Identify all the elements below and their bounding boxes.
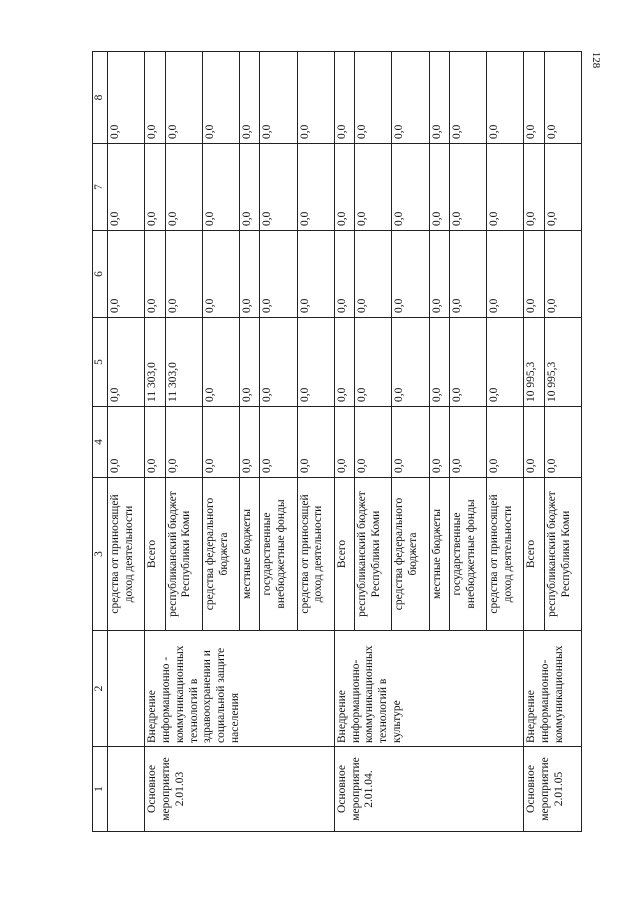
amount-cell: 0,0 <box>297 318 334 407</box>
page-number: 128 <box>590 51 602 69</box>
activity-code-cell: Основное мероприятие 2.01.04. <box>334 747 524 832</box>
amount-cell: 0,0 <box>260 407 297 478</box>
amount-cell: 0,0 <box>334 318 354 407</box>
amount-cell: 0,0 <box>239 318 259 407</box>
amount-cell: 0,0 <box>145 52 165 144</box>
funding-source-cell: Всего <box>334 478 354 631</box>
amount-cell: 0,0 <box>108 318 145 407</box>
funding-source-cell: республиканский бюджет Республики Коми <box>544 478 581 631</box>
amount-cell: 0,0 <box>429 144 449 231</box>
amount-cell: 0,0 <box>487 52 524 144</box>
amount-cell: 0,0 <box>260 52 297 144</box>
amount-cell: 0,0 <box>544 231 581 318</box>
funding-source-cell: средства от приносящей доход деятельности <box>487 478 524 631</box>
amount-cell: 0,0 <box>449 52 486 144</box>
amount-cell: 0,0 <box>239 231 259 318</box>
amount-cell: 0,0 <box>165 407 202 478</box>
amount-cell: 0,0 <box>108 52 145 144</box>
amount-cell: 0,0 <box>108 144 145 231</box>
funding-table <box>92 51 582 832</box>
amount-cell: 0,0 <box>334 144 354 231</box>
amount-cell: 0,0 <box>524 144 544 231</box>
amount-cell: 0,0 <box>355 144 392 231</box>
amount-cell: 0,0 <box>260 231 297 318</box>
funding-source-cell: местные бюджеты <box>239 478 259 631</box>
amount-cell: 0,0 <box>239 144 259 231</box>
table-body <box>108 52 582 832</box>
column-header: 2 <box>93 631 108 747</box>
amount-cell: 0,0 <box>165 231 202 318</box>
table-row <box>145 52 165 832</box>
funding-source-cell: Всего <box>145 478 165 631</box>
amount-cell: 0,0 <box>392 231 429 318</box>
activity-code-cell: Основное мероприятие 2.01.03 <box>145 747 335 832</box>
amount-cell: 0,0 <box>449 231 486 318</box>
amount-cell: 0,0 <box>165 144 202 231</box>
column-header: 4 <box>93 407 108 478</box>
funding-source-cell: средства федерального бюджета <box>392 478 429 631</box>
activity-name-cell: Внедрение информационно-коммуникационных технологий в культуре <box>334 631 524 747</box>
column-header: 1 <box>93 747 108 832</box>
amount-cell: 0,0 <box>429 231 449 318</box>
amount-cell: 0,0 <box>392 318 429 407</box>
funding-source-cell: республиканский бюджет Республики Коми <box>165 478 202 631</box>
funding-source-cell: средства от приносящей доход деятельности <box>297 478 334 631</box>
amount-cell: 0,0 <box>544 144 581 231</box>
amount-cell: 0,0 <box>524 231 544 318</box>
amount-cell: 0,0 <box>449 407 486 478</box>
funding-source-cell: Всего <box>524 478 544 631</box>
funding-source-cell: средства от приносящей доход деятельности <box>108 478 145 631</box>
amount-cell: 0,0 <box>297 144 334 231</box>
amount-cell: 0,0 <box>297 407 334 478</box>
table-row <box>524 52 544 832</box>
amount-cell: 0,0 <box>524 407 544 478</box>
amount-cell: 0,0 <box>108 231 145 318</box>
amount-cell: 0,0 <box>297 231 334 318</box>
funding-source-cell: государственные внебюджетные фонды <box>449 478 486 631</box>
amount-cell: 0,0 <box>334 52 354 144</box>
activity-code-cell <box>108 747 145 832</box>
amount-cell: 0,0 <box>355 52 392 144</box>
amount-cell: 0,0 <box>202 52 239 144</box>
column-header: 5 <box>93 318 108 407</box>
amount-cell: 0,0 <box>429 318 449 407</box>
table-row <box>334 52 354 832</box>
amount-cell: 0,0 <box>544 52 581 144</box>
amount-cell: 0,0 <box>202 144 239 231</box>
amount-cell: 0,0 <box>355 231 392 318</box>
amount-cell: 0,0 <box>202 231 239 318</box>
amount-cell: 0,0 <box>260 318 297 407</box>
amount-cell: 0,0 <box>145 407 165 478</box>
activity-name-cell: Внедрение информационно-коммуникационных <box>524 631 582 747</box>
amount-cell: 0,0 <box>392 144 429 231</box>
amount-cell: 0,0 <box>355 318 392 407</box>
amount-cell: 0,0 <box>429 52 449 144</box>
column-header: 8 <box>93 52 108 144</box>
amount-cell: 0,0 <box>392 407 429 478</box>
amount-cell: 0,0 <box>487 144 524 231</box>
amount-cell: 0,0 <box>239 52 259 144</box>
column-header: 7 <box>93 144 108 231</box>
amount-cell: 0,0 <box>487 318 524 407</box>
funding-table-wrapper <box>92 52 582 832</box>
amount-cell: 0,0 <box>202 318 239 407</box>
activity-name-cell <box>108 631 145 747</box>
amount-cell: 0,0 <box>145 144 165 231</box>
table-header-row <box>93 52 108 832</box>
amount-cell: 0,0 <box>297 52 334 144</box>
amount-cell: 0,0 <box>487 407 524 478</box>
amount-cell: 10 995,3 <box>544 318 581 407</box>
funding-source-cell: республиканский бюджет Республики Коми <box>355 478 392 631</box>
amount-cell: 0,0 <box>544 407 581 478</box>
amount-cell: 11 303,0 <box>165 318 202 407</box>
amount-cell: 0,0 <box>429 407 449 478</box>
amount-cell: 0,0 <box>355 407 392 478</box>
amount-cell: 0,0 <box>487 231 524 318</box>
amount-cell: 11 303,0 <box>145 318 165 407</box>
amount-cell: 0,0 <box>108 407 145 478</box>
funding-source-cell: государственные внебюджетные фонды <box>260 478 297 631</box>
funding-source-cell: местные бюджеты <box>429 478 449 631</box>
amount-cell: 0,0 <box>449 318 486 407</box>
amount-cell: 0,0 <box>334 407 354 478</box>
table-row <box>108 52 145 832</box>
activity-name-cell: Внедрение информационно - коммуникационных технологий в здравоохранении и социальной защите населения <box>145 631 335 747</box>
amount-cell: 0,0 <box>260 144 297 231</box>
amount-cell: 0,0 <box>449 144 486 231</box>
amount-cell: 0,0 <box>392 52 429 144</box>
column-header: 3 <box>93 478 108 631</box>
activity-code-cell: Основное мероприятие 2.01.05 <box>524 747 582 832</box>
amount-cell: 0,0 <box>165 52 202 144</box>
amount-cell: 0,0 <box>145 231 165 318</box>
amount-cell: 10 995,3 <box>524 318 544 407</box>
column-header: 6 <box>93 231 108 318</box>
amount-cell: 0,0 <box>202 407 239 478</box>
funding-source-cell: средства федерального бюджета <box>202 478 239 631</box>
amount-cell: 0,0 <box>239 407 259 478</box>
amount-cell: 0,0 <box>334 231 354 318</box>
amount-cell: 0,0 <box>524 52 544 144</box>
